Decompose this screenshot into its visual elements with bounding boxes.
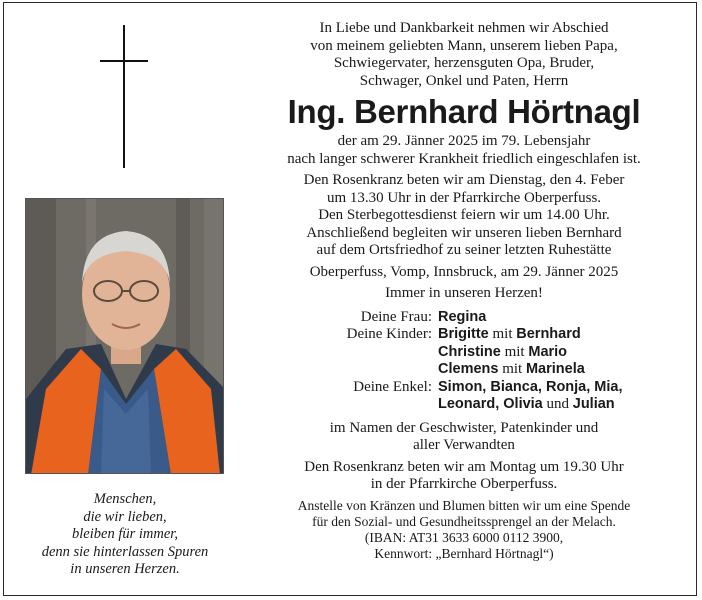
intro-line: Schwager, Onkel und Paten, Herrn [359, 72, 569, 89]
service-line: Den Sterbegottesdienst feiern wir um 14.00 Uhr. [318, 207, 610, 223]
wife-label: Deine Frau: [360, 308, 432, 325]
child-name: Christine [438, 343, 501, 360]
death-line: der am 29. Jänner 2025 im 79. Lebensjahr [337, 133, 591, 149]
intro-line: Schwiegervater, herzensguten Opa, Bruder, [333, 55, 595, 71]
donation-line: (IBAN: AT31 3633 6000 0112 3900, [364, 529, 564, 545]
death-line: nach langer schwerer Krankheit friedlich eingeschlafen ist. [287, 150, 641, 167]
wife-name: Regina [438, 308, 487, 325]
partner-name: Bernhard [516, 326, 581, 342]
grandchildren-label: Deine Enkel: [353, 378, 432, 395]
grandchildren-names: Simon, Bianca, Ronja, Mia, [438, 378, 623, 395]
grandchild-name: Julian [572, 396, 615, 412]
with-word: mit [502, 361, 523, 377]
intro-line: In Liebe und Dankbarkeit nehmen wir Abschied [319, 20, 609, 36]
and-word: und [546, 396, 569, 412]
family-row-wife [258, 309, 670, 327]
deceased-name: Ing. Bernhard Hörtnagl [287, 93, 641, 130]
child-name: Brigitte [438, 326, 489, 342]
rosary-line: Den Rosenkranz beten wir am Montag um 19.30 Uhr [304, 458, 624, 475]
donation-line: für den Sozial- und Gesundheitssprengel an der Melach. [312, 513, 616, 529]
service-details [258, 172, 670, 260]
intro-text [258, 20, 670, 90]
family-list [258, 309, 670, 414]
death-notice [258, 133, 670, 168]
relatives-text: aller Verwandten [413, 437, 515, 453]
rosary-line: in der Pfarrkirche Oberperfuss. [370, 476, 558, 492]
quote-line: Menschen, [93, 491, 157, 507]
quote-line: in unseren Herzen. [70, 561, 180, 577]
portrait-photo [25, 198, 224, 474]
child-name: Clemens [438, 361, 499, 377]
quote-line: bleiben für immer, [72, 526, 178, 542]
rosary-notice [258, 459, 670, 494]
cross-vertical-bar [123, 25, 125, 168]
service-line: um 13.30 Uhr in der Pfarrkirche Oberperfuss. [326, 189, 602, 206]
place-date: Oberperfuss, Vomp, Innsbruck, am 29. Jänner 2025 [309, 263, 619, 280]
family-row-children [258, 326, 670, 344]
children-label: Deine Kinder: [346, 326, 432, 342]
partner-name: Marinela [525, 361, 585, 377]
donation-notice [258, 498, 670, 562]
with-word: mit [492, 326, 513, 342]
quote-line: die wir lieben, [83, 508, 167, 525]
obituary-text [258, 20, 670, 562]
relatives-line [258, 420, 670, 455]
service-line: Anschließend begleiten wir unseren lieben Bernhard [306, 224, 622, 241]
donation-line: Kennwort: „Bernhard Hörtnagl“) [374, 545, 554, 561]
portrait-illustration [26, 199, 224, 474]
intro-line: von meinem geliebten Mann, unserem lieben Papa, [310, 37, 618, 54]
family-row-children [258, 361, 670, 379]
family-row-grandchildren [258, 379, 670, 397]
service-line: auf dem Ortsfriedhof zu seiner letzten Ruhestätte [316, 242, 612, 258]
with-word: mit [504, 343, 525, 360]
service-line: Den Rosenkranz beten wir am Dienstag, den 4. Feber [303, 172, 625, 188]
quote-line: denn sie hinterlassen Spuren [41, 543, 209, 560]
cross-horizontal-bar [100, 60, 148, 62]
family-row-children [258, 344, 670, 362]
grandchildren-names: Leonard, Olivia [438, 396, 543, 412]
memorial-quote [25, 491, 225, 579]
donation-line: Anstelle von Kränzen und Blumen bitten wir um eine Spende [297, 497, 631, 513]
partner-name: Mario [528, 343, 568, 360]
relatives-text: im Namen der Geschwister, Patenkinder und [329, 419, 599, 436]
hearts-line: Immer in unseren Herzen! [385, 285, 543, 301]
family-row-grandchildren [258, 396, 670, 414]
